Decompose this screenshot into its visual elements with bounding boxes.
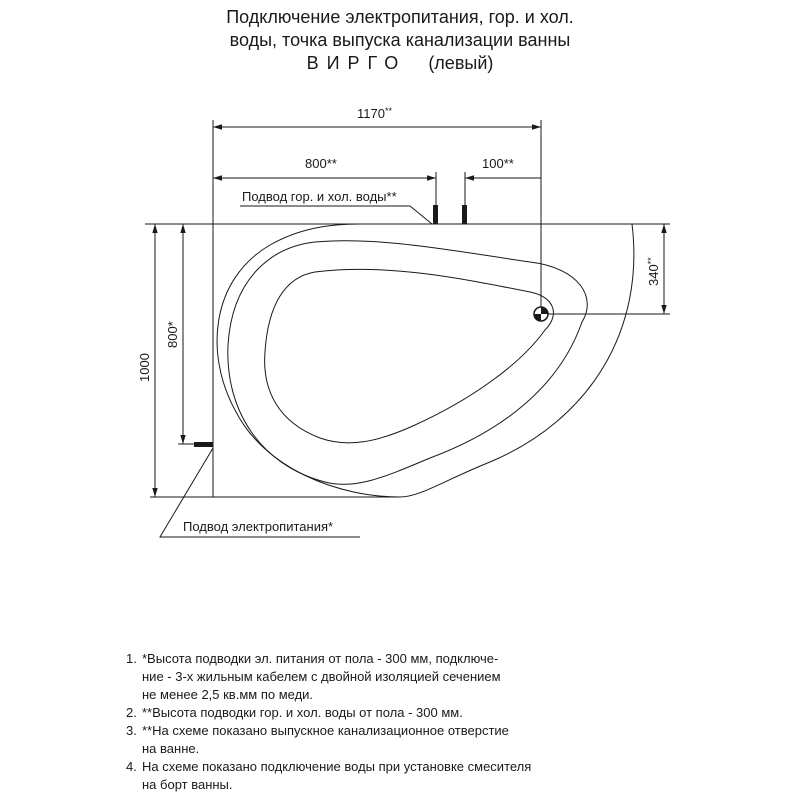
callout-water: Подвод гор. и хол. воды** bbox=[242, 189, 397, 204]
cold-water-pipe bbox=[462, 205, 467, 224]
dim-text-1170: 1170** bbox=[357, 106, 392, 121]
title-model: ВИРГО bbox=[306, 53, 407, 73]
bathtub-basin-contour bbox=[265, 269, 554, 443]
note-text: **Высота подводки гор. и хол. воды от пола - 300 мм. bbox=[142, 705, 463, 720]
note-text: **На схеме показано выпускное канализационное отверстие на ванне. bbox=[142, 723, 509, 756]
bathtub-outer-contour bbox=[228, 241, 587, 485]
note-text: На схеме показано подключение воды при установке смесителя на борт ванны. bbox=[142, 759, 532, 792]
callout-power: Подвод электропитания* bbox=[183, 519, 334, 534]
hot-water-pipe bbox=[433, 205, 438, 224]
dim-text-340: 340** bbox=[646, 257, 661, 286]
power-supply-mark bbox=[194, 442, 213, 447]
note-number: 4. bbox=[126, 759, 137, 774]
leader-water bbox=[240, 206, 432, 224]
dim-text-100: 100** bbox=[482, 156, 514, 171]
title-variant: (левый) bbox=[428, 53, 494, 73]
title-line-2: воды, точка выпуска канализации ванны bbox=[229, 30, 571, 50]
note-item bbox=[126, 704, 686, 722]
dim-text-1000: 1000 bbox=[137, 353, 152, 382]
bathtub-outer-rim bbox=[217, 224, 634, 497]
note-item bbox=[126, 650, 686, 704]
dim-text-800-top: 800** bbox=[305, 156, 337, 171]
note-item bbox=[126, 722, 686, 758]
drain-symbol bbox=[534, 307, 548, 321]
dim-text-800-left: 800* bbox=[165, 321, 180, 348]
note-number: 2. bbox=[126, 705, 137, 720]
note-item bbox=[126, 758, 686, 794]
note-text: *Высота подводки эл. питания от пола - 300 мм, подключе- ние - 3-х жильным кабелем с двойной изоляцией сечением не менее 2,5 кв.мм по меди. bbox=[142, 651, 501, 702]
notes-list bbox=[126, 650, 686, 794]
note-number: 3. bbox=[126, 723, 137, 738]
note-number: 1. bbox=[126, 651, 137, 666]
title-line-1: Подключение электропитания, гор. и хол. bbox=[226, 7, 574, 27]
